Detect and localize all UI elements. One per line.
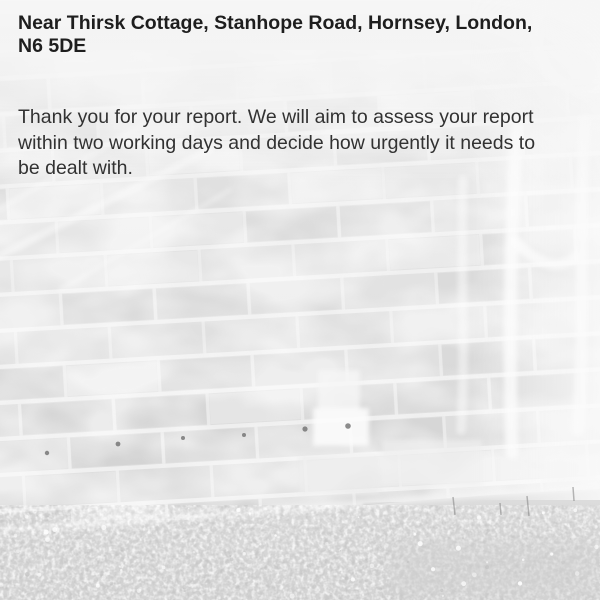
overlay-text — [18, 12, 588, 182]
location-line-2: N6 5DE — [18, 35, 87, 57]
message-line-3: be dealt with. — [18, 157, 133, 179]
ground-smooth-patch — [390, 540, 600, 600]
message-line-2: within two working days and decide how urgently it needs to — [18, 131, 536, 154]
report-location-heading — [18, 12, 588, 58]
location-line-1: Near Thirsk Cottage, Stanhope Road, Hornsey, London, — [18, 12, 533, 34]
message-line-1: Thank you for your report. We will aim to assess your report — [18, 106, 534, 128]
report-confirmation-message — [18, 105, 588, 182]
